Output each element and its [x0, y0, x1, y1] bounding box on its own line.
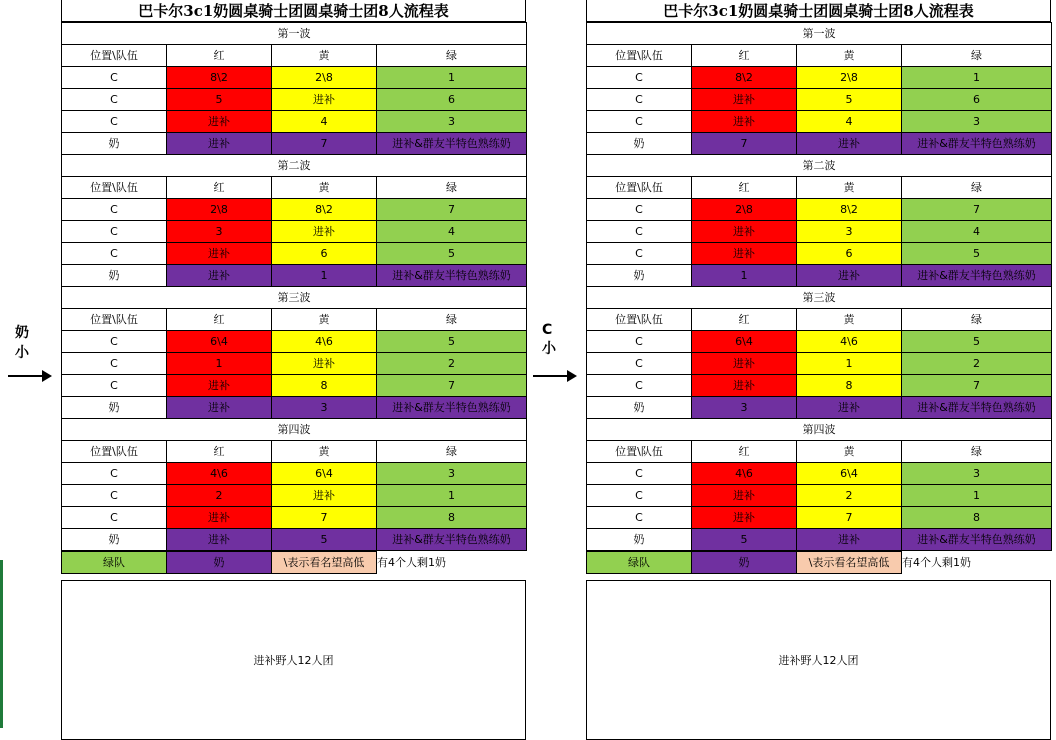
assignment-cell[interactable]: 5	[377, 243, 527, 265]
column-header-cell[interactable]: 黄	[797, 177, 902, 199]
position-cell[interactable]: C	[62, 331, 167, 353]
schedule-sheet-right	[586, 0, 1051, 740]
column-header-cell[interactable]: 黄	[797, 309, 902, 331]
table-row	[62, 243, 527, 265]
assignment-cell[interactable]: 5	[902, 331, 1052, 353]
assignment-cell[interactable]: 8\2	[272, 199, 377, 221]
legend-row	[61, 551, 527, 574]
column-header-cell[interactable]: 位置\队伍	[587, 309, 692, 331]
table-row	[62, 507, 527, 529]
assignment-cell[interactable]: 进补	[797, 397, 902, 419]
assignment-cell[interactable]: 进补&群友半特色熟练奶	[377, 529, 527, 551]
column-header-cell[interactable]: 黄	[272, 309, 377, 331]
column-header-cell[interactable]: 黄	[272, 441, 377, 463]
column-header-cell[interactable]: 位置\队伍	[587, 45, 692, 67]
column-header-row	[587, 177, 1052, 199]
assignment-cell[interactable]: 5	[167, 89, 272, 111]
wave-title[interactable]: 第二波	[62, 155, 527, 177]
assignment-cell[interactable]: 5	[692, 529, 797, 551]
position-cell[interactable]: C	[587, 375, 692, 397]
column-header-cell[interactable]: 绿	[377, 441, 527, 463]
assignment-cell[interactable]: 进补&群友半特色熟练奶	[377, 397, 527, 419]
assignment-cell[interactable]: 2	[902, 353, 1052, 375]
position-cell[interactable]: C	[587, 243, 692, 265]
column-header-cell[interactable]: 绿	[902, 441, 1052, 463]
table-row	[62, 89, 527, 111]
table-row	[587, 507, 1052, 529]
assignment-cell[interactable]: 1	[167, 353, 272, 375]
table-row	[587, 375, 1052, 397]
assignment-cell[interactable]: 1	[692, 265, 797, 287]
assignment-cell[interactable]: 进补	[167, 265, 272, 287]
assignment-cell[interactable]: 4\6	[272, 331, 377, 353]
assignment-cell[interactable]: 1	[377, 67, 527, 89]
assignment-cell[interactable]: 进补	[692, 507, 797, 529]
assignment-cell[interactable]: 7	[692, 133, 797, 155]
table-row	[62, 375, 527, 397]
wave-title[interactable]: 第四波	[587, 419, 1052, 441]
assignment-cell[interactable]: 进补	[167, 243, 272, 265]
assignment-cell[interactable]: 8	[377, 507, 527, 529]
schedule-sheet-left	[61, 0, 526, 740]
assignment-cell[interactable]: 4\6	[167, 463, 272, 485]
column-header-row	[62, 441, 527, 463]
wave-header-row	[587, 287, 1052, 309]
assignment-cell[interactable]: 进补&群友半特色熟练奶	[902, 529, 1052, 551]
legend-healer[interactable]: 奶	[167, 552, 272, 574]
assignment-cell[interactable]: 进补	[167, 375, 272, 397]
position-cell[interactable]: C	[587, 221, 692, 243]
position-cell[interactable]: C	[62, 89, 167, 111]
column-header-cell[interactable]: 位置\队伍	[587, 441, 692, 463]
assignment-cell[interactable]: 7	[272, 507, 377, 529]
assignment-cell[interactable]: 8	[797, 375, 902, 397]
table-row	[62, 221, 527, 243]
assignment-cell[interactable]: 6\4	[272, 463, 377, 485]
position-cell[interactable]: 奶	[62, 265, 167, 287]
column-header-row	[587, 441, 1052, 463]
position-cell[interactable]: 奶	[587, 397, 692, 419]
wave-title[interactable]: 第一波	[587, 23, 1052, 45]
merged-note-cell[interactable]	[61, 580, 526, 740]
position-cell[interactable]: C	[587, 353, 692, 375]
table-row	[587, 529, 1052, 551]
column-header-row	[587, 45, 1052, 67]
left-panel-label: 奶小	[15, 325, 29, 361]
table-row	[587, 397, 1052, 419]
assignment-cell[interactable]: 进补	[692, 243, 797, 265]
column-header-cell[interactable]: 绿	[377, 45, 527, 67]
assignment-cell[interactable]: 进补	[167, 111, 272, 133]
assignment-cell[interactable]: 进补&群友半特色熟练奶	[902, 397, 1052, 419]
assignment-cell[interactable]: 进补	[797, 133, 902, 155]
assignment-cell[interactable]: 进补&群友半特色熟练奶	[902, 265, 1052, 287]
assignment-cell[interactable]: 8\2	[692, 67, 797, 89]
assignment-cell[interactable]: 2\8	[692, 199, 797, 221]
column-header-cell[interactable]: 红	[167, 177, 272, 199]
table-row	[62, 133, 527, 155]
table-row	[62, 529, 527, 551]
table-row	[587, 265, 1052, 287]
assignment-cell[interactable]: 2	[167, 485, 272, 507]
position-cell[interactable]: 奶	[587, 265, 692, 287]
position-cell[interactable]: 奶	[62, 397, 167, 419]
assignment-cell[interactable]: 进补	[797, 265, 902, 287]
assignment-cell[interactable]: 4	[902, 221, 1052, 243]
position-cell[interactable]: 奶	[62, 133, 167, 155]
table-row	[587, 199, 1052, 221]
wave-title[interactable]: 第二波	[587, 155, 1052, 177]
assignment-cell[interactable]: 1	[902, 67, 1052, 89]
assignment-cell[interactable]: 6\4	[797, 463, 902, 485]
schedule-table	[586, 22, 1052, 551]
assignment-cell[interactable]: 2	[377, 353, 527, 375]
wave-header-row	[62, 419, 527, 441]
legend-healer[interactable]: 奶	[692, 552, 797, 574]
assignment-cell[interactable]: 5	[902, 243, 1052, 265]
table-row	[587, 221, 1052, 243]
wave-header-row	[587, 419, 1052, 441]
assignment-cell[interactable]: 进补&群友半特色熟练奶	[377, 265, 527, 287]
table-row	[587, 353, 1052, 375]
assignment-cell[interactable]: 6	[902, 89, 1052, 111]
assignment-cell[interactable]: 3	[377, 463, 527, 485]
assignment-cell[interactable]: 4	[377, 221, 527, 243]
table-row	[587, 111, 1052, 133]
assignment-cell[interactable]: 5	[797, 89, 902, 111]
assignment-cell[interactable]: 3	[902, 111, 1052, 133]
position-cell[interactable]: C	[62, 463, 167, 485]
position-cell[interactable]: 奶	[587, 133, 692, 155]
wave-title[interactable]: 第一波	[62, 23, 527, 45]
merged-note-cell[interactable]	[586, 580, 1051, 740]
assignment-cell[interactable]: 8	[272, 375, 377, 397]
table-row	[62, 67, 527, 89]
column-header-cell[interactable]: 黄	[797, 45, 902, 67]
wave-header-row	[62, 23, 527, 45]
assignment-cell[interactable]: 1	[902, 485, 1052, 507]
assignment-cell[interactable]: 4\6	[692, 463, 797, 485]
assignment-cell[interactable]: 6	[272, 243, 377, 265]
table-row	[62, 353, 527, 375]
position-cell[interactable]: C	[62, 485, 167, 507]
position-cell[interactable]: C	[62, 375, 167, 397]
assignment-cell[interactable]: 6\4	[692, 331, 797, 353]
column-header-cell[interactable]: 红	[167, 441, 272, 463]
legend-green-team[interactable]: 绿队	[587, 552, 692, 574]
column-header-cell[interactable]: 位置\队伍	[587, 177, 692, 199]
assignment-cell[interactable]: 进补	[272, 353, 377, 375]
position-cell[interactable]: C	[62, 111, 167, 133]
assignment-cell[interactable]: 8\2	[167, 67, 272, 89]
column-header-cell[interactable]: 绿	[377, 309, 527, 331]
assignment-cell[interactable]: 进补	[692, 89, 797, 111]
wave-title[interactable]: 第三波	[62, 287, 527, 309]
right-panel-label: C小	[542, 322, 556, 357]
position-cell[interactable]: 奶	[587, 529, 692, 551]
position-cell[interactable]: C	[62, 243, 167, 265]
assignment-cell[interactable]: 4	[272, 111, 377, 133]
assignment-cell[interactable]: 7	[902, 375, 1052, 397]
position-cell[interactable]: C	[587, 463, 692, 485]
table-row	[587, 485, 1052, 507]
column-header-cell[interactable]: 位置\队伍	[62, 45, 167, 67]
position-cell[interactable]: 奶	[62, 529, 167, 551]
column-header-cell[interactable]: 绿	[902, 45, 1052, 67]
wave-header-row	[587, 23, 1052, 45]
merged-note-text: 进补野人12人团	[778, 654, 859, 667]
wave-header-row	[62, 287, 527, 309]
legend-note-fame[interactable]: \表示看名望高低	[272, 552, 377, 574]
column-header-cell[interactable]: 绿	[902, 309, 1052, 331]
assignment-cell[interactable]: 4\6	[797, 331, 902, 353]
assignment-cell[interactable]: 3	[902, 463, 1052, 485]
assignment-cell[interactable]: 进补	[692, 375, 797, 397]
table-row	[62, 331, 527, 353]
assignment-cell[interactable]: 进补	[272, 221, 377, 243]
column-header-cell[interactable]: 红	[692, 45, 797, 67]
assignment-cell[interactable]: 3	[797, 221, 902, 243]
table-row	[62, 265, 527, 287]
column-header-row	[62, 177, 527, 199]
column-header-cell[interactable]: 绿	[377, 177, 527, 199]
position-cell[interactable]: C	[587, 111, 692, 133]
schedule-table	[61, 22, 527, 551]
assignment-cell[interactable]: 进补	[692, 111, 797, 133]
assignment-cell[interactable]: 7	[272, 133, 377, 155]
right-arrow-icon	[533, 370, 577, 382]
column-header-cell[interactable]: 红	[692, 177, 797, 199]
position-cell[interactable]: C	[62, 353, 167, 375]
assignment-cell[interactable]: 5	[272, 529, 377, 551]
assignment-cell[interactable]: 5	[377, 331, 527, 353]
column-header-cell[interactable]: 红	[167, 309, 272, 331]
assignment-cell[interactable]: 进补	[797, 529, 902, 551]
assignment-cell[interactable]: 3	[692, 397, 797, 419]
column-header-cell[interactable]: 黄	[797, 441, 902, 463]
sheet-title: 巴卡尔3c1奶圆桌骑士团圆桌骑士团8人流程表	[61, 0, 526, 22]
wave-header-row	[587, 155, 1052, 177]
assignment-cell[interactable]: 进补	[692, 485, 797, 507]
legend-note-count[interactable]: 有4个人剩1奶	[377, 556, 446, 569]
column-header-row	[62, 45, 527, 67]
assignment-cell[interactable]: 2\8	[797, 67, 902, 89]
position-cell[interactable]: C	[62, 221, 167, 243]
column-header-row	[587, 309, 1052, 331]
assignment-cell[interactable]: 8\2	[797, 199, 902, 221]
position-cell[interactable]: C	[587, 507, 692, 529]
assignment-cell[interactable]: 2\8	[167, 199, 272, 221]
column-header-row	[62, 309, 527, 331]
assignment-cell[interactable]: 进补	[272, 89, 377, 111]
position-cell[interactable]: C	[587, 331, 692, 353]
position-cell[interactable]: C	[587, 67, 692, 89]
position-cell[interactable]: C	[62, 199, 167, 221]
assignment-cell[interactable]: 6\4	[167, 331, 272, 353]
merged-note-text: 进补野人12人团	[253, 654, 334, 667]
assignment-cell[interactable]: 1	[272, 265, 377, 287]
assignment-cell[interactable]: 1	[797, 353, 902, 375]
table-row	[587, 331, 1052, 353]
assignment-cell[interactable]: 7	[902, 199, 1052, 221]
position-cell[interactable]: C	[587, 485, 692, 507]
legend-note-count[interactable]: 有4个人剩1奶	[902, 556, 971, 569]
legend-green-team[interactable]: 绿队	[62, 552, 167, 574]
column-header-cell[interactable]: 红	[167, 45, 272, 67]
assignment-cell[interactable]: 进补&群友半特色熟练奶	[902, 133, 1052, 155]
table-row	[62, 463, 527, 485]
column-header-cell[interactable]: 绿	[902, 177, 1052, 199]
assignment-cell[interactable]: 进补	[167, 529, 272, 551]
assignment-cell[interactable]: 7	[797, 507, 902, 529]
assignment-cell[interactable]: 4	[797, 111, 902, 133]
assignment-cell[interactable]: 6	[797, 243, 902, 265]
assignment-cell[interactable]: 1	[377, 485, 527, 507]
wave-header-row	[62, 155, 527, 177]
wave-title[interactable]: 第三波	[587, 287, 1052, 309]
assignment-cell[interactable]: 2	[797, 485, 902, 507]
legend-note-fame[interactable]: \表示看名望高低	[797, 552, 902, 574]
table-row	[587, 463, 1052, 485]
assignment-cell[interactable]: 进补	[167, 133, 272, 155]
table-row	[62, 485, 527, 507]
position-cell[interactable]: C	[62, 67, 167, 89]
table-row	[587, 89, 1052, 111]
sheet-edge-accent	[0, 560, 3, 728]
column-header-cell[interactable]: 红	[692, 441, 797, 463]
table-row	[62, 199, 527, 221]
position-cell[interactable]: C	[587, 199, 692, 221]
column-header-cell[interactable]: 位置\队伍	[62, 309, 167, 331]
assignment-cell[interactable]: 进补&群友半特色熟练奶	[377, 133, 527, 155]
table-row	[587, 67, 1052, 89]
assignment-cell[interactable]: 进补	[167, 397, 272, 419]
assignment-cell[interactable]: 7	[377, 199, 527, 221]
assignment-cell[interactable]: 进补	[692, 221, 797, 243]
sheet-title: 巴卡尔3c1奶圆桌骑士团圆桌骑士团8人流程表	[586, 0, 1051, 22]
column-header-cell[interactable]: 红	[692, 309, 797, 331]
assignment-cell[interactable]: 3	[272, 397, 377, 419]
assignment-cell[interactable]: 进补	[692, 353, 797, 375]
assignment-cell[interactable]: 8	[902, 507, 1052, 529]
assignment-cell[interactable]: 进补	[167, 507, 272, 529]
legend-row	[586, 551, 1052, 574]
assignment-cell[interactable]: 7	[377, 375, 527, 397]
table-row	[587, 133, 1052, 155]
column-header-cell[interactable]: 位置\队伍	[62, 441, 167, 463]
right-arrow-icon	[8, 370, 52, 382]
assignment-cell[interactable]: 3	[377, 111, 527, 133]
assignment-cell[interactable]: 6	[377, 89, 527, 111]
column-header-cell[interactable]: 黄	[272, 177, 377, 199]
column-header-cell[interactable]: 黄	[272, 45, 377, 67]
column-header-cell[interactable]: 位置\队伍	[62, 177, 167, 199]
position-cell[interactable]: C	[62, 507, 167, 529]
position-cell[interactable]: C	[587, 89, 692, 111]
table-row	[62, 111, 527, 133]
assignment-cell[interactable]: 2\8	[272, 67, 377, 89]
assignment-cell[interactable]: 进补	[272, 485, 377, 507]
assignment-cell[interactable]: 3	[167, 221, 272, 243]
table-row	[587, 243, 1052, 265]
table-row	[62, 397, 527, 419]
wave-title[interactable]: 第四波	[62, 419, 527, 441]
